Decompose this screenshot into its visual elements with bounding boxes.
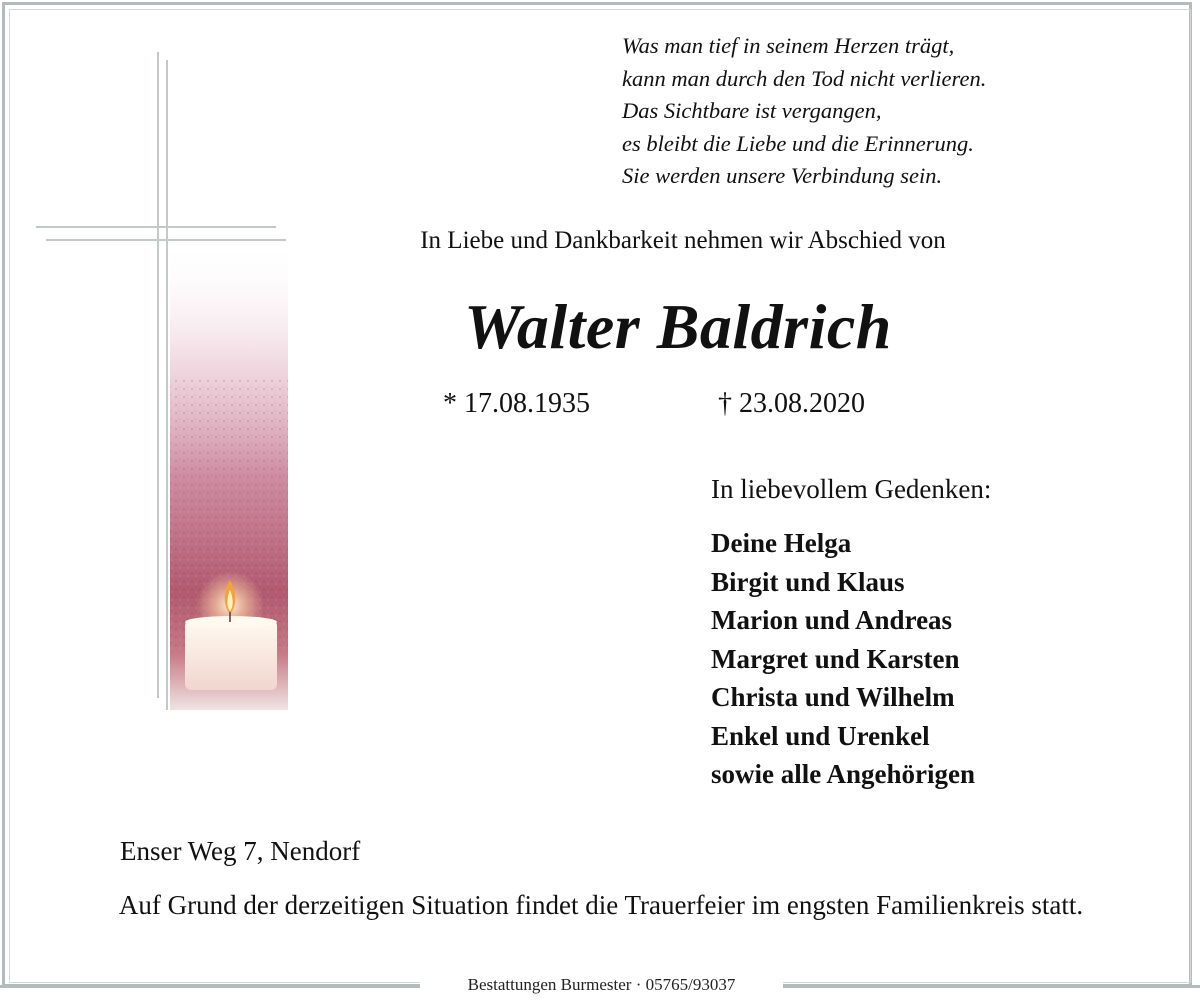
funeral-home-contact: Bestattungen Burmester · 05765/93037 [420,975,783,995]
poem-line: es bleibt die Liebe und die Erinnerung. [622,130,974,156]
mourner-name: Marion und Andreas [711,605,953,635]
poem-line: Was man tief in seinem Herzen trägt, [622,33,955,58]
footer-rule-right [783,985,1200,988]
mourner-name: Margret und Karsten [711,643,960,674]
deceased-name: Walter Baldrich [464,291,892,362]
candle-icon [185,620,277,690]
cross-candle-illustration [30,50,300,720]
poem [622,30,986,193]
mourner-name: Deine Helga [711,528,852,558]
death-date: † 23.08.2020 [718,388,865,419]
footer [0,974,1200,1000]
mourners-list [711,524,975,794]
address: Enser Weg 7, Nendorf [120,836,361,866]
footer-rule-left [0,985,420,988]
mourner-name: Christa und Wilhelm [711,682,955,712]
farewell-intro: In Liebe und Dankbarkeit nehmen wir Abschied von [420,227,946,254]
mourner-name: sowie alle Angehörigen [711,759,975,789]
funeral-notice: Auf Grund der derzeitigen Situation findet die Trauerfeier im engsten Familienkreis statt. [118,890,1084,920]
birth-date: * 17.08.1935 [443,388,590,419]
poem-line: Sie werden unsere Verbindung sein. [622,163,943,188]
mourner-name: Enkel und Urenkel [711,720,930,751]
mourner-name: Birgit und Klaus [711,566,905,597]
remembrance-heading: In liebevollem Gedenken: [711,474,992,504]
poem-line: kann man durch den Tod nicht verlieren. [622,65,987,91]
poem-line: Das Sichtbare ist vergangen, [622,98,882,123]
